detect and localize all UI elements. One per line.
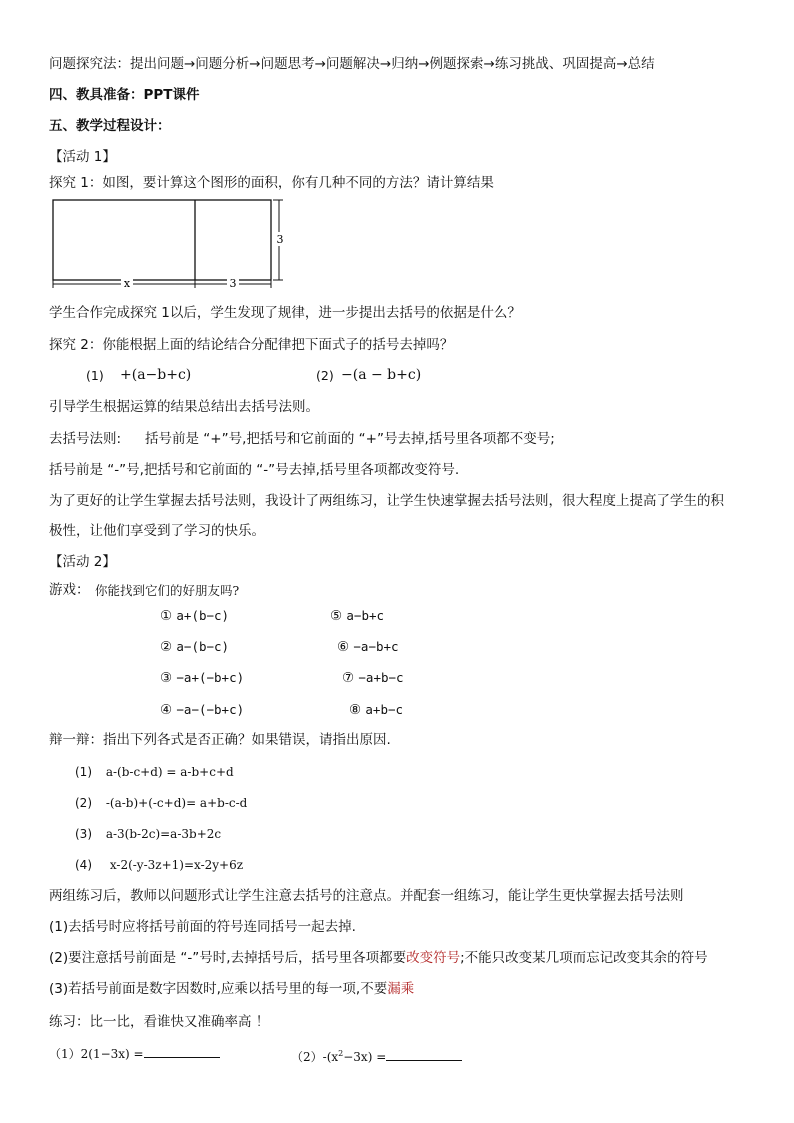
note-2 bbox=[49, 949, 708, 967]
game-item bbox=[342, 669, 404, 687]
game-item-expr: −a+(−b+c) bbox=[176, 670, 245, 685]
game-item-expr: a+(b−c) bbox=[176, 608, 230, 623]
game-item bbox=[330, 607, 384, 625]
debate-item bbox=[75, 825, 221, 843]
note-3-highlight: 漏乘 bbox=[387, 981, 415, 997]
note-2-text-a: (2)要注意括号前面是 “-”号时,去掉括号后，括号里各项都要 bbox=[49, 950, 407, 966]
game-item bbox=[160, 669, 244, 687]
practice-2-expr-b: −3x) = bbox=[343, 1050, 387, 1064]
game-item-number: ⑧ bbox=[349, 702, 362, 718]
rule-2: 括号前是 “-”号,把括号和它前面的 “-”号去掉,括号里各项都改变符号. bbox=[49, 462, 460, 478]
game-item bbox=[160, 701, 244, 719]
purpose-line-1: 为了更好的让学生掌握去括号法则，我设计了两组练习，让学生快速掌握去括号法则，很大程度上提高了学生的积 bbox=[49, 493, 724, 509]
figure-rectangle bbox=[53, 200, 271, 280]
debate-item-expr: x-2(-y-3z+1)=x-2y+6z bbox=[109, 858, 244, 872]
game-text: 你能找到它们的好朋友吗? bbox=[95, 583, 240, 598]
note-2-text-b: ;不能只改变某几项而忘记改变其余的符号 bbox=[460, 950, 708, 966]
debate-item bbox=[75, 794, 247, 812]
explore-2-text: 探究 2：你能根据上面的结论结合分配律把下面式子的括号去掉吗？ bbox=[49, 337, 454, 353]
debate-item-number: (4) bbox=[75, 858, 92, 872]
game-item-expr: a+b−c bbox=[365, 702, 404, 717]
game-item-number: ⑤ bbox=[330, 608, 343, 624]
expr-1-number: (1) bbox=[86, 368, 104, 383]
practice-line: 练习：比一比，看谁快又准确率高 ！ bbox=[49, 1014, 270, 1030]
area-figure bbox=[49, 198, 289, 290]
note-2-highlight: 改变符号 bbox=[406, 950, 461, 966]
section-5-heading: 五、教学过程设计： bbox=[49, 118, 171, 134]
expr-2: −(a − b+c) bbox=[341, 367, 422, 383]
game-item bbox=[160, 638, 229, 656]
game-item bbox=[337, 638, 399, 656]
game-item-number: ④ bbox=[160, 702, 173, 718]
practice-2 bbox=[291, 1045, 462, 1066]
game-item-expr: a−b+c bbox=[346, 608, 385, 623]
debate-item-number: (1) bbox=[75, 765, 92, 779]
after-line: 两组练习后，教师以问题形式让学生注意去括号的注意点。并配套一组练习，能让学生更快掌握去括号法则 bbox=[49, 888, 684, 904]
activity-2-heading: 【活动 2】 bbox=[49, 554, 116, 570]
explore-1-text: 探究 1：如图，要计算这个图形的面积，你有几种不同的方法？请计算结果 bbox=[49, 175, 494, 191]
debate-item-expr: a-3(b-2c)=a-3b+2c bbox=[105, 827, 222, 841]
height-label: 3 bbox=[276, 233, 284, 246]
game-item-expr: −a−b+c bbox=[353, 639, 399, 654]
game-item-expr: −a−(−b+c) bbox=[176, 702, 245, 717]
expr-1: +(a−b+c) bbox=[120, 367, 192, 383]
game-item-expr: −a+b−c bbox=[358, 670, 404, 685]
debate-item-number: (2) bbox=[75, 796, 92, 810]
debate-item bbox=[75, 763, 234, 781]
practice-1 bbox=[49, 1045, 220, 1063]
debate-item bbox=[75, 856, 243, 874]
note-1: (1)去括号时应将括号前面的符号连同括号一起去掉. bbox=[49, 919, 356, 935]
rule-label: 去括号法则: bbox=[49, 431, 122, 447]
practice-2-expr-a: （2）-(x bbox=[291, 1050, 339, 1064]
debate-line: 辩一辩：指出下列各式是否正确？如果错误，请指出原因. bbox=[49, 732, 391, 748]
game-item-number: ② bbox=[160, 639, 173, 655]
game-item-number: ① bbox=[160, 608, 173, 624]
debate-item-expr: a-(b-c+d) = a-b+c+d bbox=[105, 765, 234, 779]
game-item bbox=[160, 607, 229, 625]
debate-item-expr: -(a-b)+(-c+d)= a+b-c-d bbox=[105, 796, 248, 810]
debate-item-number: (3) bbox=[75, 827, 92, 841]
student-line: 学生合作完成探究 1以后，学生发现了规律，进一步提出去括号的依据是什么？ bbox=[49, 305, 521, 321]
practice-1-expr: （1）2(1−3x) = bbox=[49, 1047, 144, 1061]
note-3-text: (3)若括号前面是数字因数时,应乘以括号里的每一项,不要 bbox=[49, 981, 388, 997]
game-item bbox=[349, 701, 403, 719]
game-item-number: ⑥ bbox=[337, 639, 350, 655]
game-item-number: ③ bbox=[160, 670, 173, 686]
game-item-expr: a−(b−c) bbox=[176, 639, 230, 654]
rule-1: 括号前是 “+”号,把括号和它前面的 “+”号去掉,括号里各项都不变号; bbox=[145, 431, 555, 447]
section-4-heading: 四、教具准备：PPT课件 bbox=[49, 87, 200, 103]
intro-line: 问题探究法：提出问题→问题分析→问题思考→问题解决→归纳→例题探索→练习挑战、巩固提高→总结 bbox=[49, 56, 655, 72]
width-3-label: 3 bbox=[229, 277, 237, 290]
game-item-number: ⑦ bbox=[342, 670, 355, 686]
practice-2-answer-blank[interactable] bbox=[386, 1048, 462, 1061]
x-label: x bbox=[123, 277, 131, 290]
note-3 bbox=[49, 980, 414, 998]
purpose-line-2: 极性，让他们享受到了学习的快乐。 bbox=[49, 523, 265, 539]
expr-2-number: (2) bbox=[316, 368, 334, 383]
practice-1-answer-blank[interactable] bbox=[144, 1045, 220, 1058]
practice-2-exponent: 2 bbox=[338, 1049, 344, 1058]
guide-line: 引导学生根据运算的结果总结出去括号法则。 bbox=[49, 399, 319, 415]
game-label: 游戏： bbox=[49, 582, 90, 598]
activity-1-heading: 【活动 1】 bbox=[49, 149, 116, 165]
